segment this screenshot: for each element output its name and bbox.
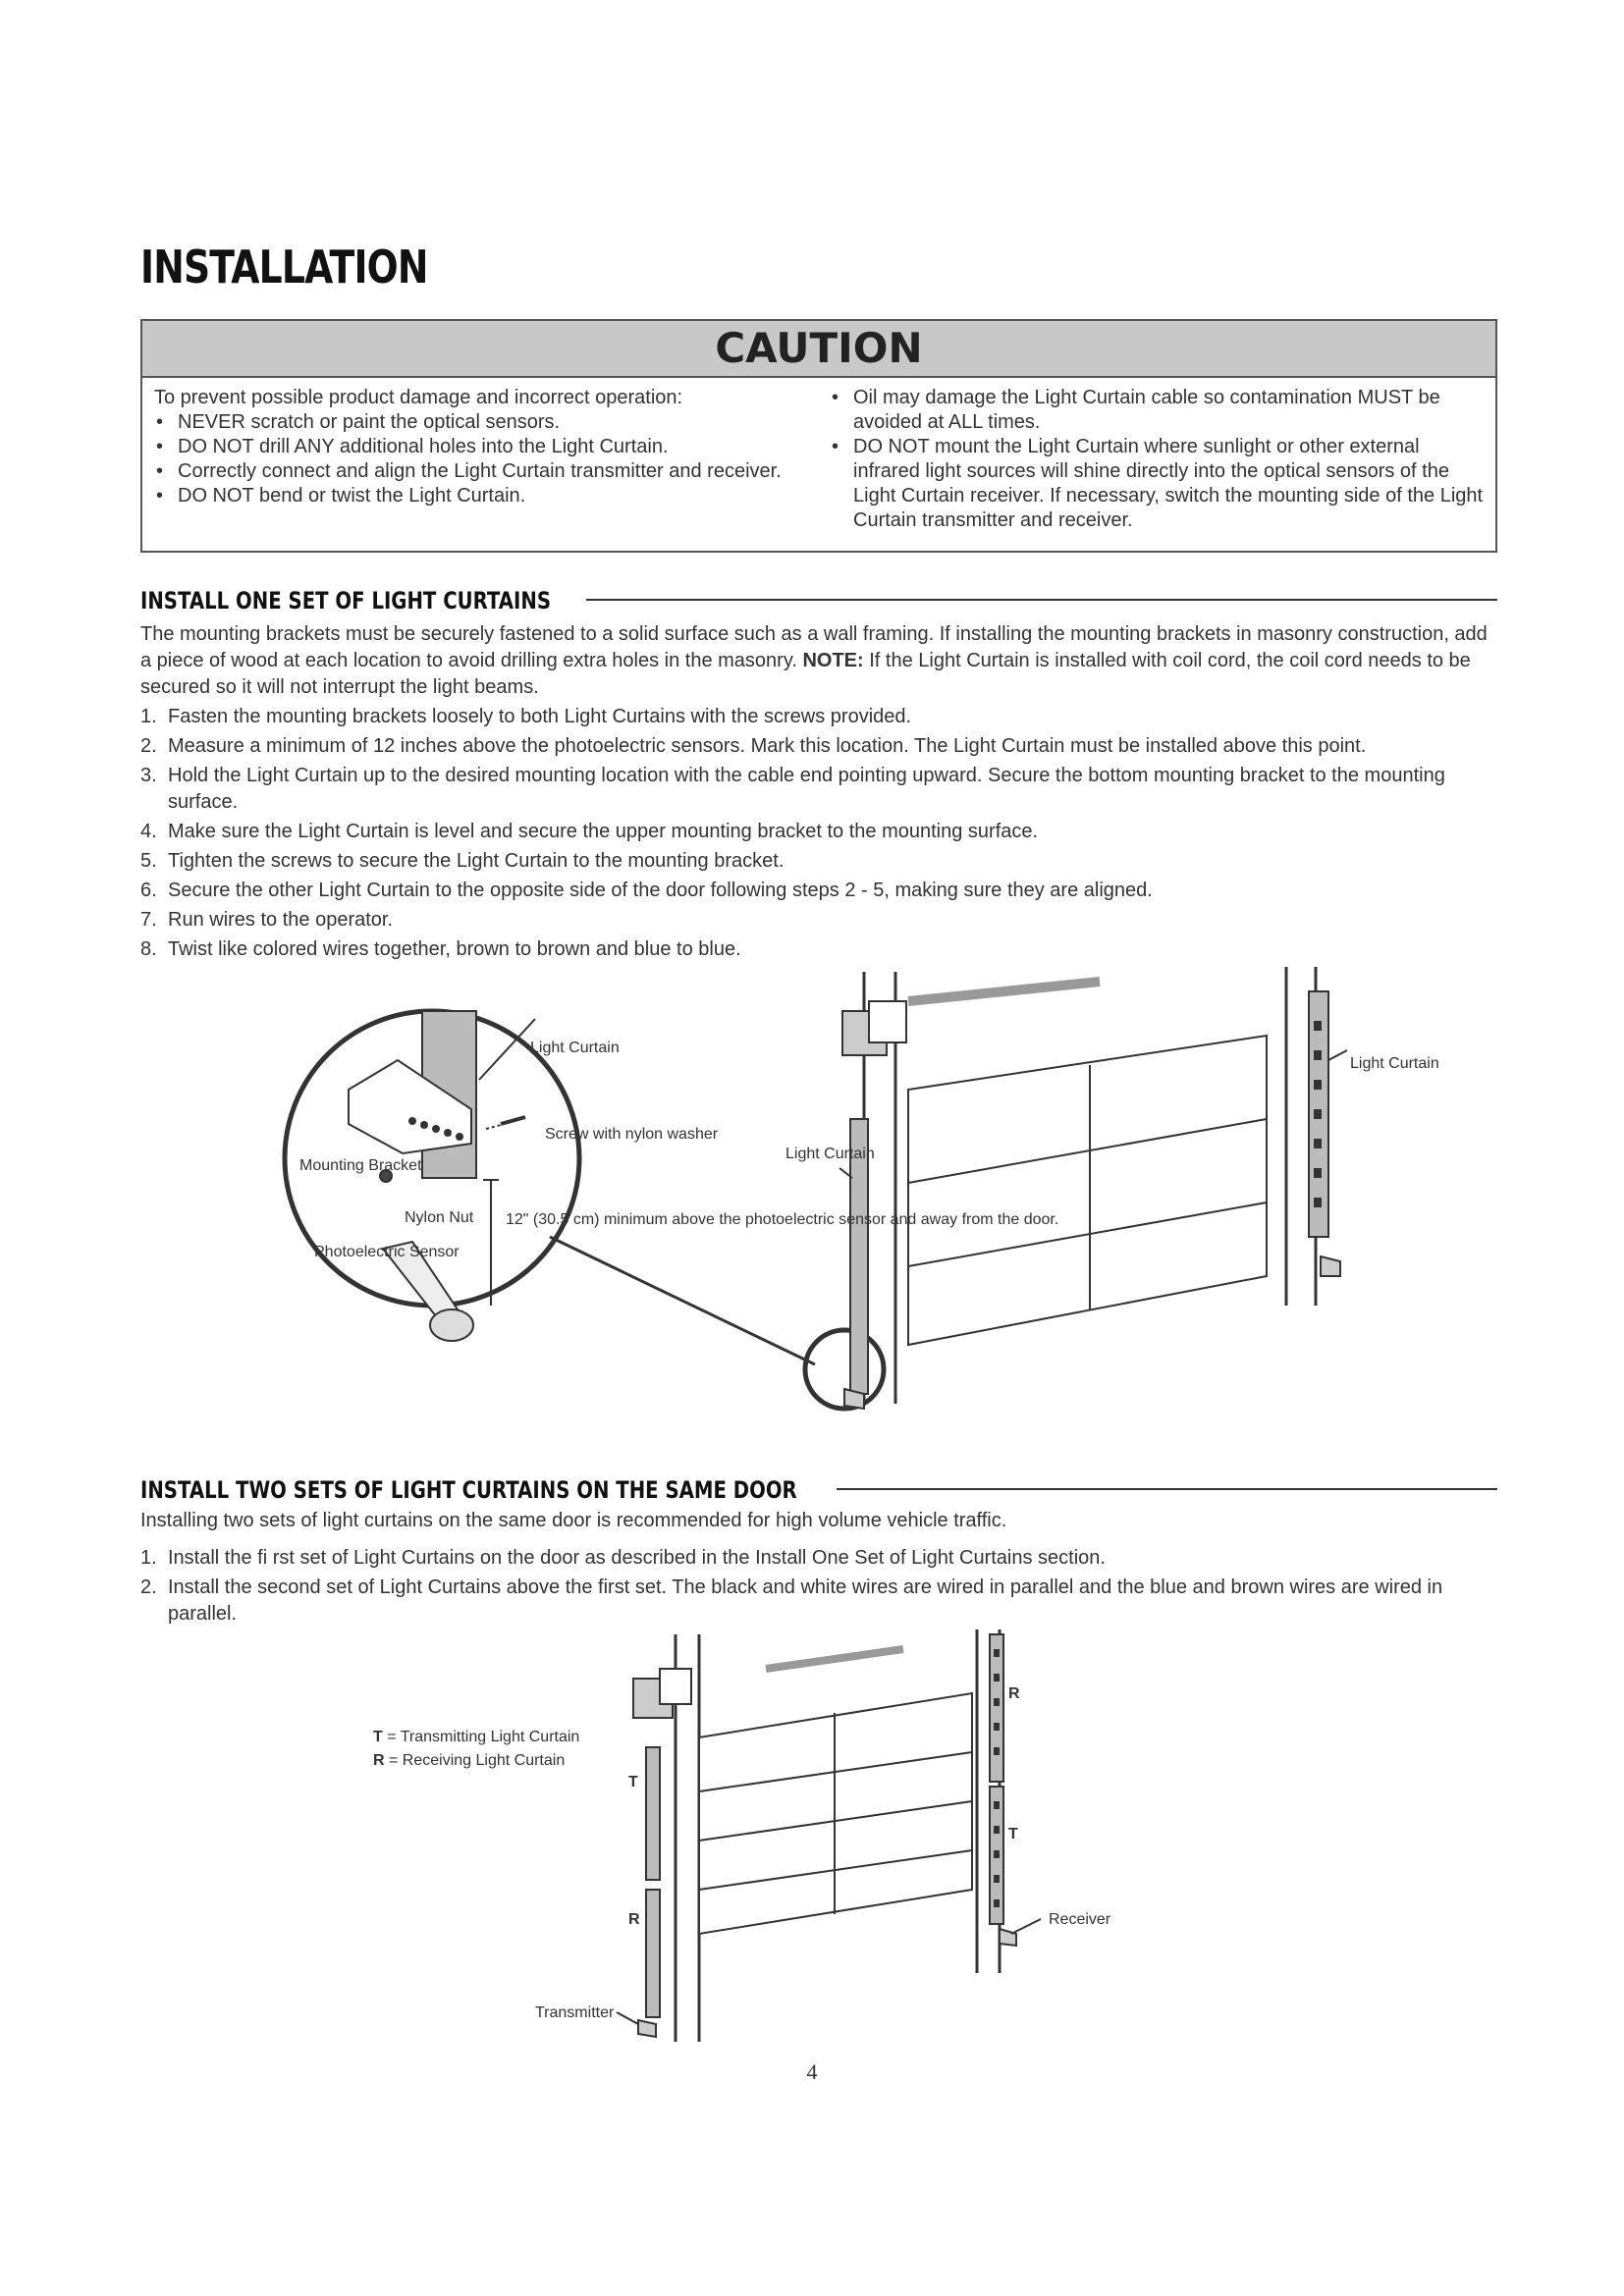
- step-item: 4. Make sure the Light Curtain is level and secure the upper mounting bracket to the mounting surface.: [140, 821, 1039, 842]
- step-item: 1. Fasten the mounting brackets loosely to both Light Curtains with the screws provided.: [140, 706, 912, 727]
- step-item: 2. Measure a minimum of 12 inches above the photoelectric sensors. Mark this location. The Light Curtain must be installed above this point.: [140, 735, 1367, 757]
- caution-item: • DO NOT mount the Light Curtain where sunlight or other external infrared light sources will shine directly into the optical sensors of the Light Curtain receiver. If necessary, switch the mounting side of the Light Curtain transmitter and receiver.: [830, 435, 1488, 533]
- step-item: 3. Hold the Light Curtain up to the desired mounting location with the cable end pointing upward. Secure the bottom mounting bracket to the mounting surface.: [140, 765, 1445, 813]
- caution-left-column: [154, 386, 822, 508]
- label-screw: Screw with nylon washer: [545, 1126, 719, 1143]
- label-light-curtain-left: Light Curtain: [785, 1146, 875, 1162]
- caution-item: • DO NOT bend or twist the Light Curtain.: [154, 484, 822, 508]
- label-right-lower: T: [1008, 1826, 1018, 1842]
- label-right-upper: R: [1008, 1685, 1020, 1702]
- two-sets-diagram: [0, 1620, 1624, 2052]
- section-intro: [140, 621, 1497, 701]
- note-label: NOTE:: [802, 650, 864, 671]
- legend-r: R = Receiving Light Curtain: [373, 1752, 566, 1769]
- label-light-curtain-right: Light Curtain: [1350, 1055, 1439, 1072]
- label-left-lower: R: [628, 1911, 640, 1928]
- caution-item: • Correctly connect and align the Light Curtain transmitter and receiver.: [154, 459, 822, 484]
- caution-right-column: [830, 386, 1488, 533]
- install-steps: [140, 1545, 1497, 1630]
- caution-heading: CAUTION: [142, 321, 1495, 378]
- section-rule: [837, 1488, 1497, 1490]
- step-item: 1. Install the fi rst set of Light Curtains on the door as described in the Install One Set of Light Curtains section.: [140, 1547, 1106, 1569]
- section-intro: Installing two sets of light curtains on the same door is recommended for high volume vehicle traffic.: [140, 1510, 1007, 1531]
- label-nylon-nut: Nylon Nut: [405, 1209, 474, 1226]
- install-steps: [140, 704, 1497, 966]
- label-receiver: Receiver: [1049, 1911, 1111, 1928]
- section-heading: INSTALL TWO SETS OF LIGHT CURTAINS ON THE SAME DOOR: [140, 1476, 797, 1504]
- step-item: 7. Run wires to the operator.: [140, 909, 394, 931]
- label-left-upper: T: [628, 1774, 638, 1790]
- caution-item: • DO NOT drill ANY additional holes into the Light Curtain.: [154, 435, 822, 459]
- label-light-curtain-detail: Light Curtain: [530, 1040, 620, 1056]
- light-curtain-diagram: [0, 942, 1624, 1453]
- label-mounting-bracket: Mounting Bracket: [299, 1157, 422, 1174]
- step-item: 2. Install the second set of Light Curtains above the first set. The black and white wires are wired in parallel and the blue and brown wires are wired in parallel.: [140, 1576, 1443, 1625]
- page-number: 4: [806, 2059, 818, 2084]
- step-item: 8. Twist like colored wires together, brown to brown and blue to blue.: [140, 938, 741, 960]
- section-rule: [586, 599, 1497, 601]
- caution-intro: To prevent possible product damage and incorrect operation:: [154, 387, 683, 408]
- legend-t: T = Transmitting Light Curtain: [373, 1729, 580, 1745]
- step-item: 5. Tighten the screws to secure the Light Curtain to the mounting bracket.: [140, 850, 785, 872]
- section-heading: INSTALL ONE SET OF LIGHT CURTAINS: [140, 587, 551, 614]
- intro-text: The mounting brackets must be securely fastened to a solid surface such as a wall framing. If installing the mounting brackets in masonry construction, add a piece of wood at each location to avoid drilling extra holes in the masonry.: [140, 623, 1488, 671]
- label-measurement: 12" (30.5 cm) minimum above the photoelectric sensor and away from the door.: [506, 1211, 1059, 1228]
- caution-item: • Oil may damage the Light Curtain cable so contamination MUST be avoided at ALL times.: [830, 386, 1488, 435]
- note-text: If the Light Curtain is installed with coil cord, the coil cord needs to be secured so it will not interrupt the light beams.: [140, 650, 1471, 698]
- label-transmitter: Transmitter: [535, 2004, 615, 2021]
- caution-item: • NEVER scratch or paint the optical sensors.: [154, 410, 822, 435]
- page-title: INSTALLATION: [140, 240, 428, 294]
- label-photo-sensor: Photoelectric Sensor: [314, 1244, 460, 1260]
- caution-box: [140, 319, 1497, 553]
- step-item: 6. Secure the other Light Curtain to the opposite side of the door following steps 2 - 5, making sure they are aligned.: [140, 880, 1153, 901]
